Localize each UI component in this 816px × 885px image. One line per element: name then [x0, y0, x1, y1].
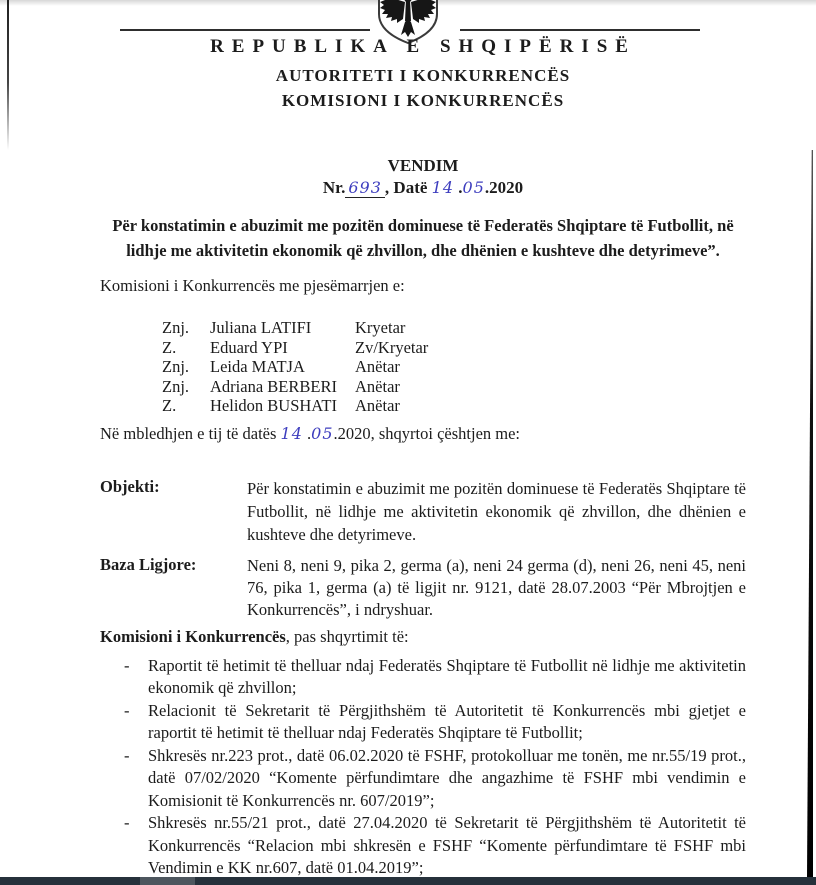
commission-name: KOMISIONI I KONKURRENCËS — [281, 91, 565, 110]
decision-number-line — [100, 177, 746, 199]
meeting-date-separator: . — [302, 423, 312, 443]
handwritten-day: 14 — [431, 178, 455, 197]
handwritten-month: 05 — [462, 178, 485, 197]
member-role: Anëtar — [355, 376, 400, 396]
member-salutation: Znj. — [162, 318, 190, 337]
member-name: Juliana LATIFI — [210, 318, 312, 337]
decision-number-prefix: Nr. — [322, 178, 346, 197]
review-lead-bold: Komisioni i Konkurrencës — [100, 626, 286, 646]
bottom-scan-bar-light-segment — [140, 877, 195, 885]
member-row — [162, 357, 746, 377]
legal-basis-label: Baza Ligjore: — [100, 554, 197, 574]
authority-name: AUTORITETI I KONKURRENCËS — [275, 66, 571, 85]
handwritten-meeting-day: 14 — [280, 423, 303, 443]
bullet-dash: - — [124, 655, 130, 675]
list-item — [124, 812, 746, 880]
reviewed-documents-list — [124, 655, 746, 880]
member-row — [162, 338, 746, 358]
meeting-suffix: .2020, shqyrtoi çështjen me: — [333, 423, 521, 443]
date-separator: . — [454, 178, 463, 197]
member-row — [162, 377, 746, 397]
member-role: Anëtar — [355, 396, 400, 415]
meeting-prefix: Në mbledhjen e tij të datës — [100, 423, 281, 443]
object-label: Objekti: — [100, 476, 160, 496]
handwritten-meeting-month: 05 — [311, 423, 334, 443]
member-row — [162, 318, 746, 338]
decision-title: Për konstatimin e abuzimit me pozitën dominuese të Federatës Shqiptare të Futbollit, në lidhje me aktivitetin ekonomik që zhvillon, dhe dhënien e kushteve dhe detyrimeve”. — [112, 216, 734, 260]
bullet-dash: - — [124, 813, 130, 832]
object-section — [100, 477, 746, 546]
legal-basis-text: Neni 8, neni 9, pika 2, germa (a), neni 24 germa (d), neni 26, neni 45, neni 76, pika 1, germa (a) të ligjit nr. 9121, datë 28.07.2003 “Për Mbrojtjen e Konkurrencës”, i ndryshuar. — [247, 555, 746, 619]
meeting-date-line — [100, 423, 746, 445]
member-role: Anëtar — [355, 357, 400, 376]
republic-title: REPUBLIKA E SHQIPËRISË — [210, 36, 636, 57]
commission-members-list — [162, 318, 746, 416]
review-lead-rest: , pas shqyrtimit të: — [285, 626, 409, 646]
list-item — [124, 700, 746, 745]
bullet-dash: - — [124, 745, 130, 765]
list-item-text: Shkresës nr.55/21 prot., datë 27.04.2020 të Sekretarit të Përgjithshëm të Autoritetit të Konkurrencës “Relacion mbi shkresën e FSHF “Komente përfundimtare të FSHF mbi Vendimin e KK nr.607, datë 01.04.2019”; — [148, 813, 746, 877]
list-item-text: Raportit të hetimit të thelluar ndaj Federatës Shqiptare të Futbollit në lidhje me aktivitetin ekonomik që zhvillon; — [148, 655, 746, 697]
participation-line: Komisioni i Konkurrencës me pjesëmarrjen e: — [100, 276, 405, 295]
member-salutation: Znj. — [162, 376, 190, 396]
bullet-dash: - — [124, 700, 130, 720]
member-salutation: Z. — [162, 337, 177, 357]
legal-basis-section — [100, 555, 746, 621]
list-item — [124, 655, 746, 700]
list-item-text: Relacionit të Sekretarit të Përgjithshëm të Autoritetit të Konkurrencës mbi gjetjet e raportit të hetimit të thelluar ndaj Federatës Shqiptare të Futbollit; — [148, 700, 746, 742]
member-salutation: Znj. — [162, 357, 190, 376]
object-text: Për konstatimin e abuzimit me pozitën dominuese të Federatës Shqiptare të Futbollit, në lidhje me aktivitetin ekonomik që zhvillon, dhe dhënien e kushteve dhe detyrimeve. — [247, 478, 746, 544]
member-name: Adriana BERBERI — [210, 376, 337, 396]
list-item-text: Shkresës nr.223 prot., datë 06.02.2020 të FSHF, protokolluar me tonën, me nr.55/19 prot., datë 07/02/2020 “Komente përfundimtare dhe angazhime të FSHF mbi vendimin e Komisionit të Konkurrencës nr. 607/2019”; — [148, 745, 746, 810]
decision-year: .2020 — [484, 178, 524, 197]
member-row — [162, 396, 746, 416]
member-name: Leida MATJA — [210, 357, 305, 376]
list-item — [124, 745, 746, 813]
member-name: Eduard YPI — [210, 337, 288, 357]
handwritten-decision-number: 693 — [345, 178, 385, 198]
member-salutation: Z. — [162, 396, 177, 415]
review-lead-line — [100, 627, 746, 647]
member-role: Kryetar — [355, 318, 406, 337]
member-role: Zv/Kryetar — [355, 337, 429, 357]
bottom-scan-bar — [0, 877, 816, 885]
decision-heading: VENDIM — [387, 156, 459, 175]
member-name: Helidon BUSHATI — [210, 396, 337, 415]
decision-date-label: , Datë — [384, 178, 432, 197]
